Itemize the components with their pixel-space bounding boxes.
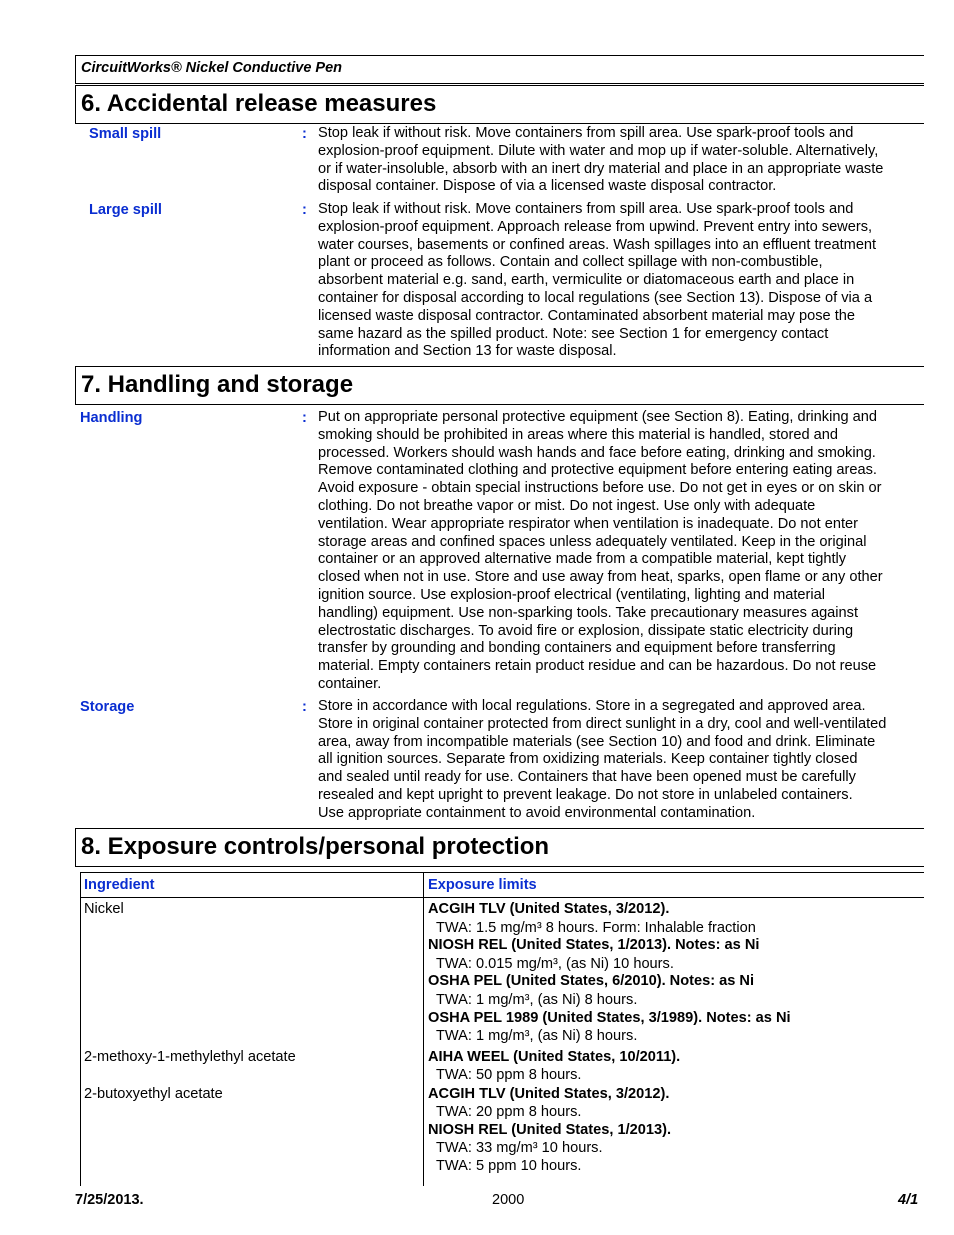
handling-text — [318, 409, 924, 694]
text-line: Store in original container protected from direct sunlight in a dry, cool and well-ventilated — [318, 715, 887, 732]
limit-line: AIHA WEEL (United States, 10/2011). — [428, 1048, 681, 1065]
table-column-divider — [423, 872, 424, 1186]
text-line: absorbent material e.g. sand, earth, vermiculite or diatomaceous earth and place in — [318, 272, 855, 289]
handling-colon: : — [302, 410, 307, 426]
product-name: CircuitWorks® Nickel Conductive Pen — [81, 60, 343, 76]
ingredient-butoxyethyl-acetate: 2-butoxyethyl acetate — [84, 1085, 223, 1102]
text-line: Put on appropriate personal protective equipment (see Section 8). Eating, drinking and — [318, 409, 877, 425]
section-7-heading — [75, 366, 924, 405]
text-line: information and Section 13 for waste disposal. — [318, 343, 617, 360]
section-7-title: 7. Handling and storage — [81, 371, 354, 398]
text-line: or if water-insoluble, absorb with an inert dry material and place in an appropriate waste — [318, 160, 884, 177]
text-line: smoking should be prohibited in areas where this material is handled, stored and — [318, 426, 839, 443]
text-line: plant or proceed as follows. Contain and collect spillage with non-combustible, — [318, 254, 823, 271]
text-line: explosion-proof equipment. Dilute with water and mop up if water-soluble. Alternatively, — [318, 142, 879, 159]
text-line: material. Empty containers retain product residue and can be hazardous. Do not reuse — [318, 658, 877, 675]
exposure-limits-table — [80, 872, 924, 1186]
text-line: and sealed until ready for use. Containers that have been opened must be carefully — [318, 769, 856, 786]
limit-line: TWA: 20 ppm 8 hours. — [436, 1104, 582, 1120]
text-line: electrostatic discharges. To avoid fire or explosion, dissipate static electricity during — [318, 622, 854, 639]
limit-line: TWA: 5 ppm 10 hours. — [436, 1158, 582, 1174]
text-line: all ignition sources. Separate from oxidizing materials. Keep container tightly closed — [318, 751, 858, 768]
text-line: area, away from incompatible materials (see Section 10) and food and drink. Eliminate — [318, 733, 876, 750]
section-6-title: 6. Accidental release measures — [81, 90, 437, 117]
storage-label: Storage — [80, 699, 135, 715]
small-spill-text — [318, 125, 924, 196]
limit-line: TWA: 33 mg/m³ 10 hours. — [436, 1140, 603, 1156]
limit-line: OSHA PEL (United States, 6/2010). Notes: as Ni — [428, 973, 755, 989]
handling-label: Handling — [80, 410, 143, 426]
text-line: Avoid exposure - obtain special instructions before use. Do not get in eyes or on skin or — [318, 480, 882, 497]
header-ingredient: Ingredient — [84, 877, 155, 893]
text-line: water courses, basements or confined areas. Wash spillages into an effluent treatment — [318, 236, 877, 253]
text-line: ventilation. Wear appropriate respirator when ventilation is inadequate. Do not enter — [318, 515, 859, 532]
small-spill-colon: : — [302, 126, 307, 142]
text-line: ignition source. Use explosion-proof electrical (ventilating, lighting and material — [318, 586, 825, 603]
limit-line: OSHA PEL 1989 (United States, 3/1989). Notes: as Ni — [428, 1009, 791, 1026]
text-line: storage areas and confined spaces unless adequately ventilated. Keep in the original — [318, 533, 867, 550]
ingredient-nickel: Nickel — [84, 901, 124, 917]
header-exposure-limits: Exposure limits — [428, 877, 537, 893]
large-spill-colon: : — [302, 202, 307, 218]
ingredient-methoxy-methylethyl-acetate: 2-methoxy-1-methylethyl acetate — [84, 1048, 296, 1065]
limit-line: TWA: 1 mg/m³, (as Ni) 8 hours. — [436, 992, 638, 1008]
text-line: container or an approved alternative made from a compatible material, kept tightly — [318, 551, 847, 568]
section-6-heading — [75, 85, 924, 124]
table-header-row — [80, 872, 924, 898]
section-8-heading — [75, 828, 924, 867]
text-line: transfer by grounding and bonding containers and equipment before transferring — [318, 640, 836, 657]
limit-line: ACGIH TLV (United States, 3/2012). — [428, 901, 670, 917]
storage-colon: : — [302, 699, 307, 715]
limit-line: ACGIH TLV (United States, 3/2012). — [428, 1085, 670, 1102]
product-name-bar — [75, 55, 924, 84]
storage-text — [318, 698, 924, 823]
text-line: Stop leak if without risk. Move containers from spill area. Use spark-proof tools and — [318, 125, 854, 141]
text-line: container. — [318, 675, 382, 692]
table-left-border — [80, 872, 81, 1186]
section-8-title: 8. Exposure controls/personal protection — [81, 833, 550, 860]
text-line: Remove contaminated clothing and protective equipment before entering eating areas. — [318, 462, 877, 479]
limit-line: TWA: 50 ppm 8 hours. — [436, 1067, 582, 1083]
footer-date: 7/25/2013. — [75, 1192, 144, 1208]
text-line: explosion-proof equipment. Approach release from upwind. Prevent entry into sewers, — [318, 218, 873, 235]
footer-page-number: 4/1 — [898, 1192, 919, 1208]
text-line: Store in accordance with local regulations. Store in a segregated and approved area. — [318, 698, 866, 714]
footer-code: 2000 — [492, 1192, 525, 1208]
text-line: Use appropriate containment to avoid environmental contamination. — [318, 804, 756, 821]
text-line: processed. Workers should wash hands and face before eating, drinking and smoking. — [318, 444, 876, 461]
text-line: resealed and kept upright to prevent leakage. Do not store in unlabeled containers. — [318, 786, 853, 803]
text-line: container for disposal according to local regulations (see Section 13). Dispose of via a — [318, 289, 873, 306]
text-line: licensed waste disposal contractor. Contaminated absorbent material may pose the — [318, 307, 856, 324]
limit-line: NIOSH REL (United States, 1/2013). Notes: as Ni — [428, 937, 760, 953]
text-line: disposal container. Dispose of via a licensed waste disposal contractor. — [318, 178, 777, 195]
text-line: Stop leak if without risk. Move containers from spill area. Use spark-proof tools and — [318, 201, 854, 217]
small-spill-label: Small spill — [89, 126, 162, 142]
limit-line: TWA: 1 mg/m³, (as Ni) 8 hours. — [436, 1028, 638, 1044]
text-line: closed when not in use. Store and use away from heat, sparks, open flame or any other — [318, 569, 883, 586]
large-spill-text — [318, 201, 924, 361]
text-line: clothing. Do not breathe vapor or mist. Do not ingest. Use only with adequate — [318, 497, 816, 514]
limit-line: TWA: 0.015 mg/m³, (as Ni) 10 hours. — [436, 955, 674, 972]
text-line: same hazard as the spilled product. Note: see Section 1 for emergency contact — [318, 325, 829, 342]
limit-line: TWA: 1.5 mg/m³ 8 hours. Form: Inhalable fraction — [436, 919, 756, 936]
text-line: handling) equipment. Use non-sparking tools. Take precautionary measures against — [318, 604, 859, 621]
large-spill-label: Large spill — [89, 202, 162, 218]
limit-line: NIOSH REL (United States, 1/2013). — [428, 1121, 672, 1138]
